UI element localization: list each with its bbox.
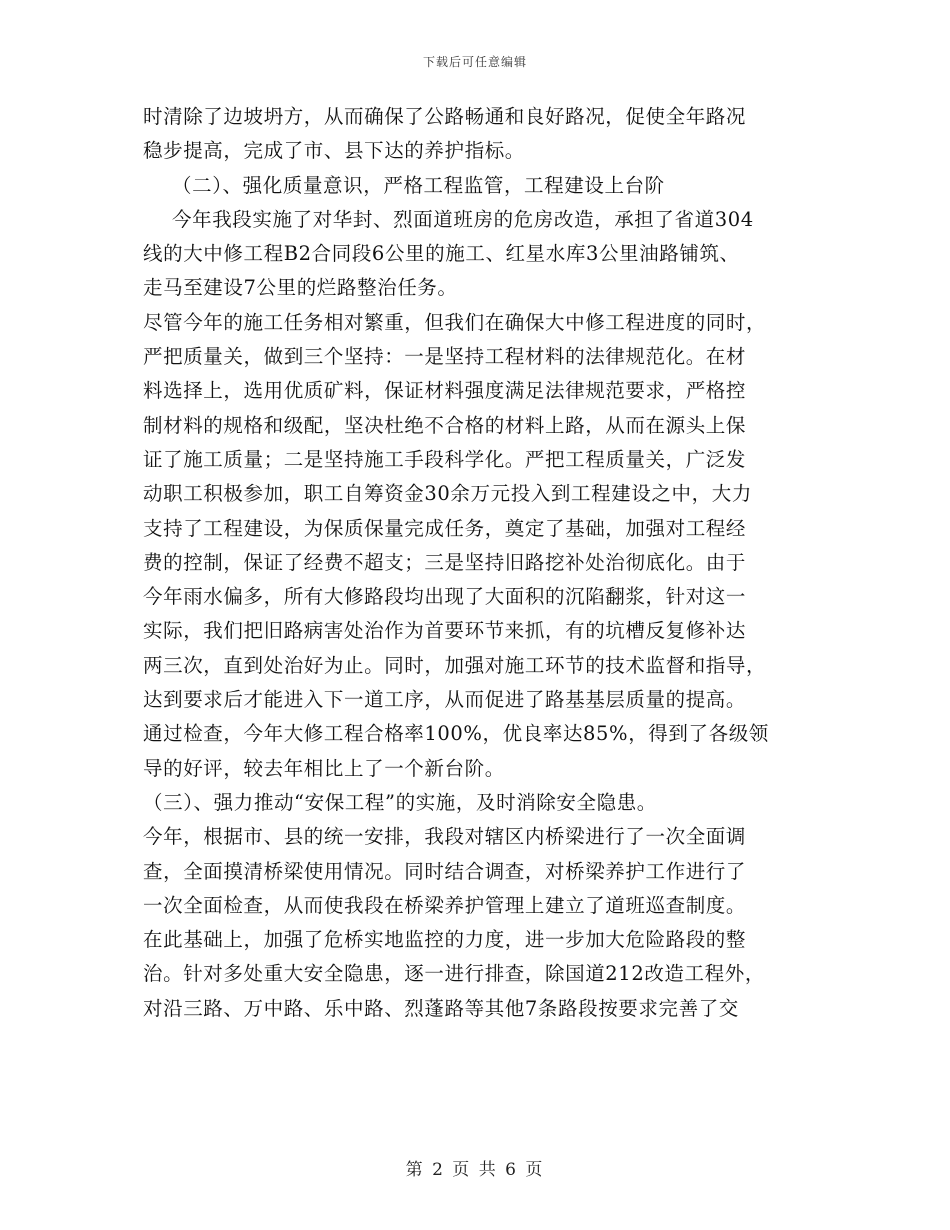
text-line: 在此基础上，加强了危桥实地监控的力度，进一步加大危险路段的整: [143, 928, 747, 952]
text-line: 达到要求后才能进入下一道工序，从而促进了路基基层质量的提高。: [143, 688, 747, 712]
page-number-footer: 第 2 页 共 6 页: [405, 1160, 545, 1180]
text-line: 今年，根据市、县的统一安排，我段对辖区内桥梁进行了一次全面调: [143, 825, 747, 849]
text-line: 一次全面检查，从而使我段在桥梁养护管理上建立了道班巡查制度。: [143, 893, 747, 917]
page-header: 下载后可任意编辑: [422, 55, 527, 69]
section-heading: （三）、强力推动“安保工程”的实施，及时消除安全隐患。: [143, 790, 657, 814]
text-line: 两三次，直到处治好为止。同时，加强对施工环节的技术监督和指导，: [143, 653, 767, 677]
text-line: 费的控制，保证了经费不超支；三是坚持旧路挖补处治彻底化。由于: [143, 550, 747, 574]
text-line: 支持了工程建设，为保质保量完成任务，奠定了基础，加强对工程经: [143, 516, 747, 540]
text-line: 线的大中修工程B2合同段6公里的施工、红星水库3公里油路铺筑、: [143, 242, 740, 266]
text-line: 证了施工质量；二是坚持施工手段科学化。严把工程质量关，广泛发: [143, 447, 747, 471]
paragraph-first-line: 今年我段实施了对华封、烈面道班房的危房改造，承担了省道304: [172, 207, 754, 231]
text-line: 动职工积极参加，职工自筹资金30余万元投入到工程建设之中，大力: [143, 482, 752, 506]
text-line: 今年雨水偏多，所有大修路段均出现了大面积的沉陷翻浆，针对这一: [143, 585, 747, 609]
text-line: 料选择上，选用优质矿料，保证材料强度满足法律规范要求，严格控: [143, 379, 747, 403]
text-line: 治。针对多处重大安全隐患，逐一进行排查，除国道212改造工程外，: [143, 962, 765, 986]
section-heading: （二）、强化质量意识，严格工程监管，工程建设上台阶: [172, 173, 665, 197]
document-body: [143, 100, 808, 1026]
text-line: 严把质量关，做到三个坚持：一是坚持工程材料的法律规范化。在材: [143, 345, 747, 369]
text-line: 时清除了边坡坍方，从而确保了公路畅通和良好路况，促使全年路况: [143, 105, 747, 128]
text-line: 制材料的规格和级配，坚决杜绝不合格的材料上路，从而在源头上保: [143, 413, 747, 437]
text-line: 尽管今年的施工任务相对繁重，但我们在确保大中修工程进度的同时，: [143, 310, 767, 334]
text-line: 导的好评，较去年相比上了一个新台阶。: [143, 756, 505, 780]
text-line: 实际，我们把旧路病害处治作为首要环节来抓，有的坑槽反复修补达: [143, 619, 747, 643]
text-line: 对沿三路、万中路、乐中路、烈蓬路等其他7条路段按要求完善了交: [143, 996, 739, 1020]
text-line: 走马至建设7公里的烂路整治任务。: [143, 276, 458, 300]
text-line: 通过检查，今年大修工程合格率100%，优良率达85%，得到了各级领: [143, 722, 769, 746]
text-line: 稳步提高，完成了市、县下达的养护指标。: [143, 139, 525, 163]
text-line: 查，全面摸清桥梁使用情况。同时结合调查，对桥梁养护工作进行了: [143, 859, 747, 883]
